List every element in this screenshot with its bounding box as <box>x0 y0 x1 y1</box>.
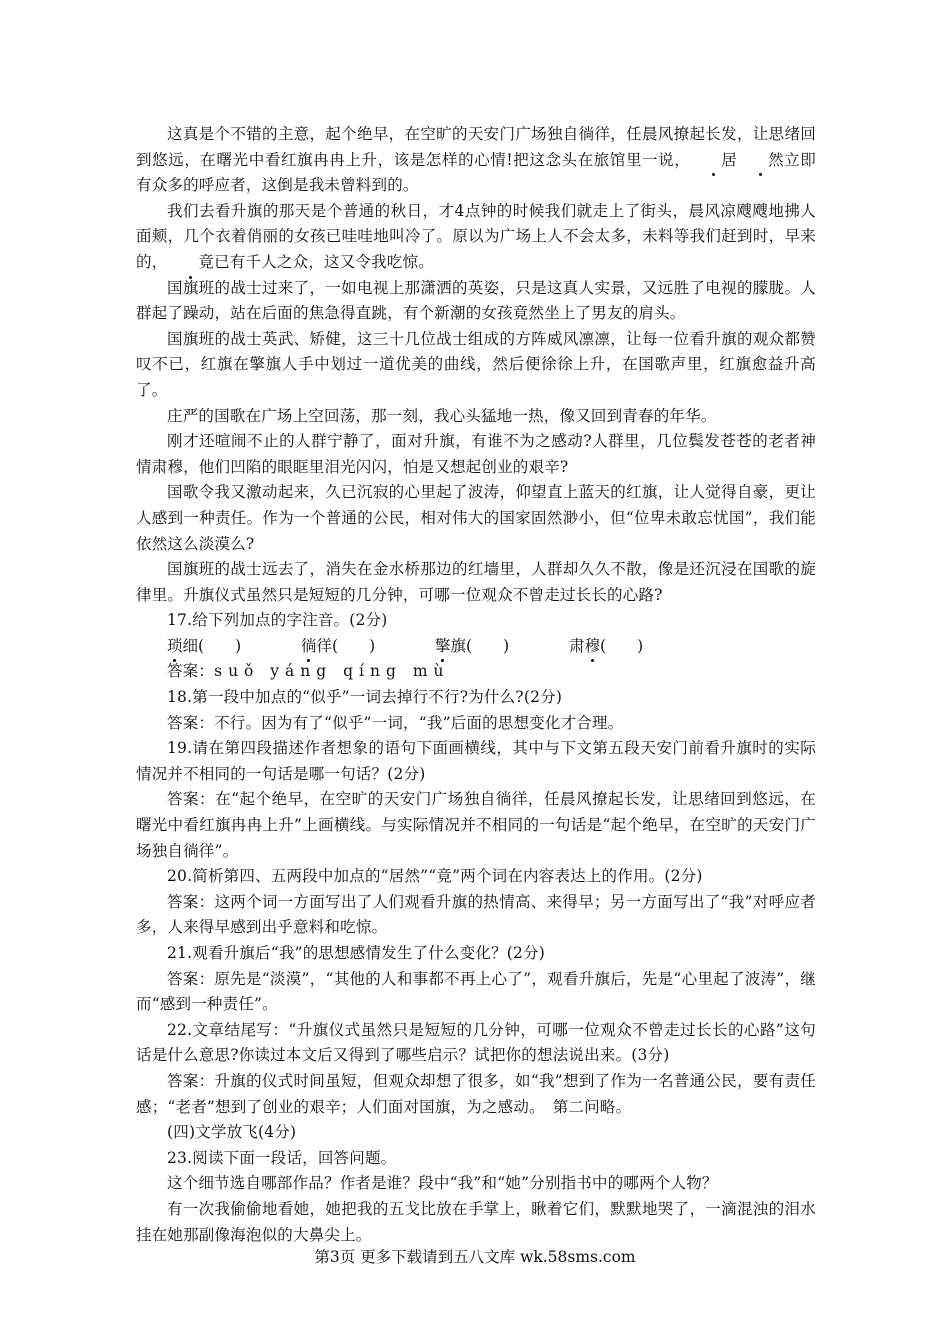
passage-paragraph-4: 国旗班的战士英武、矫健，这三十几位战士组成的方阵威风凛凛，让每一位看升旗的观众都赞叹不已，红旗在擎旗人手中划过一道优美的曲线，然后便徐徐上升，在国歌声里，红旗愈益升高了。 <box>136 329 816 399</box>
question-20-answer: 答案：这两个词一方面写出了人们观看升旗的热情高、来得早；另一方面写出了“我”对呼应者多，人来得早感到出乎意料和吃惊。 <box>136 892 816 937</box>
question-17-items <box>136 634 816 660</box>
dotted-char-ju: 居 <box>690 148 737 174</box>
question-19-prompt: 19.请在第四段描述作者想象的语句下面画横线，其中与下文第五段天安门前看升旗时的实际情况并不相同的一句话是哪一句话？(2分) <box>136 739 816 783</box>
passage-paragraph-1: 这真是个不错的主意，起个绝早，在空旷的天安门广场独自徜徉，任晨风撩起长发，让思绪回到悠远，在曙光中看红旗冉冉上升，该是怎样的心情!把这念头在旅馆里一说， 居 然立即有众多的呼应者，这倒是我未曾料到的。 <box>136 125 817 195</box>
section-heading: (四)文学放飞(4分) <box>167 1123 297 1142</box>
question-19-answer: 答案：在“起个绝早，在空旷的天安门广场独自徜徉，任晨风撩起长发，让思绪回到悠远，在曙光中看红旗冉冉上升”上画横线。与实际情况并不相同的一句话是“起个绝早，在空旷的天安门广场独自徜徉”。 <box>136 790 816 860</box>
page-footer: 第3页 更多下载请到五八文库 wk.58sms.com <box>314 1248 636 1266</box>
question-23-excerpt: 有一次我偷偷地看她，她把我的五戈比放在手掌上，瞅着它们，默默地哭了，一滴混浊的泪水挂在她那副像海泡似的大鼻尖上。 <box>136 1199 816 1244</box>
dotted-char-ran: 然 <box>737 148 784 174</box>
dotted-char-jing: 竟 <box>167 250 214 276</box>
question-21-answer: 答案：原先是“淡漠”，“其他的人和事都不再上心了”，观看升旗后，先是“心里起了波涛”，继而“感到一种责任”。 <box>136 969 816 1014</box>
passage-paragraph-8: 国旗班的战士远去了，消失在金水桥那边的红墙里，人群却久久不散，像是还沉浸在国歌的旋律里。升旗仪式虽然只是短短的几分钟，可哪一位观众不曾走过长长的心路? <box>136 560 816 604</box>
q17-item-sumu: 肃穆( ) <box>569 634 703 660</box>
question-22-answer: 答案：升旗的仪式时间虽短，但观众却想了很多，如“我”想到了作为一名普通公民，要有责任感；“老者”想到了创业的艰辛；人们面对国旗，为之感动。 第二问略。 <box>136 1071 816 1116</box>
q17-item-qingqi: 擎旗( ) <box>435 634 569 660</box>
passage-paragraph-2: 我们去看升旗的那天是个普通的秋日，才4点钟的时候我们就走上了街头，晨风凉飕飕地拂人面颊，几个衣着俏丽的女孩已哇哇地叫冷了。原以为广场上人不会太多，未料等我们赶到时，早来的， 竟已有千人之众，这又令我吃惊。 <box>136 199 816 276</box>
passage-paragraph-6: 刚才还喧闹不止的人群宁静了，面对升旗，有谁不为之感动?人群里，几位鬓发苍苍的老者神情肃穆，他们凹陷的眼眶里泪光闪闪，怕是又想起创业的艰辛? <box>136 432 816 476</box>
question-22-prompt: 22.文章结尾写：“升旗仪式虽然只是短短的几分钟，可哪一位观众不曾走过长长的心路”这句话是什么意思?你读过本文后又得到了哪些启示？试把你的想法说出来。(3分) <box>136 1020 816 1065</box>
question-18-answer: 答案：不行。因为有了“似乎”一词，“我”后面的思想变化才合理。 <box>167 713 624 732</box>
passage-paragraph-5: 庄严的国歌在广场上空回荡，那一刻，我心头猛地一热，像又回到青春的年华。 <box>167 406 717 425</box>
passage-paragraph-3: 国旗班的战士过来了，一如电视上那潇洒的英姿，只是这真人实景，又远胜了电视的朦胧。人群起了躁动，站在后面的焦急得直跳，有个新潮的女孩竟然坐上了男友的肩头。 <box>136 278 816 323</box>
question-18-prompt: 18.第一段中加点的“似乎”一词去掉行不行?为什么?(2分) <box>167 688 563 707</box>
question-17-answer: 答案：suǒ yáng qíng mù <box>167 662 450 681</box>
q17-item-changyang: 徜徉( ) <box>301 634 435 660</box>
question-23-prompt: 23.阅读下面一段话，回答问题。 <box>167 1148 397 1167</box>
document-body <box>136 122 816 1248</box>
question-23-subquestion: 这个细节选自哪部作品？作者是谁？段中“我”和“她”分别指书中的哪两个人物？ <box>167 1174 718 1193</box>
question-20-prompt: 20.简析第四、五两段中加点的“居然”“竟”两个词在内容表达上的作用。(2分) <box>167 867 703 886</box>
q17-item-suoxi: 琐细( ) <box>167 634 301 660</box>
question-17-prompt: 17.给下列加点的字注音。(2分) <box>167 611 388 630</box>
passage-paragraph-7: 国歌令我又激动起来，久已沉寂的心里起了波涛，仰望直上蓝天的红旗，让人觉得自豪，更让人感到一种责任。作为一个普通的公民，相对伟大的国家固然渺小，但“位卑未敢忘忧国”，我们能依然这么淡漠么? <box>136 483 816 553</box>
question-21-prompt: 21.观看升旗后“我”的思想感情发生了什么变化？(2分) <box>167 944 546 962</box>
